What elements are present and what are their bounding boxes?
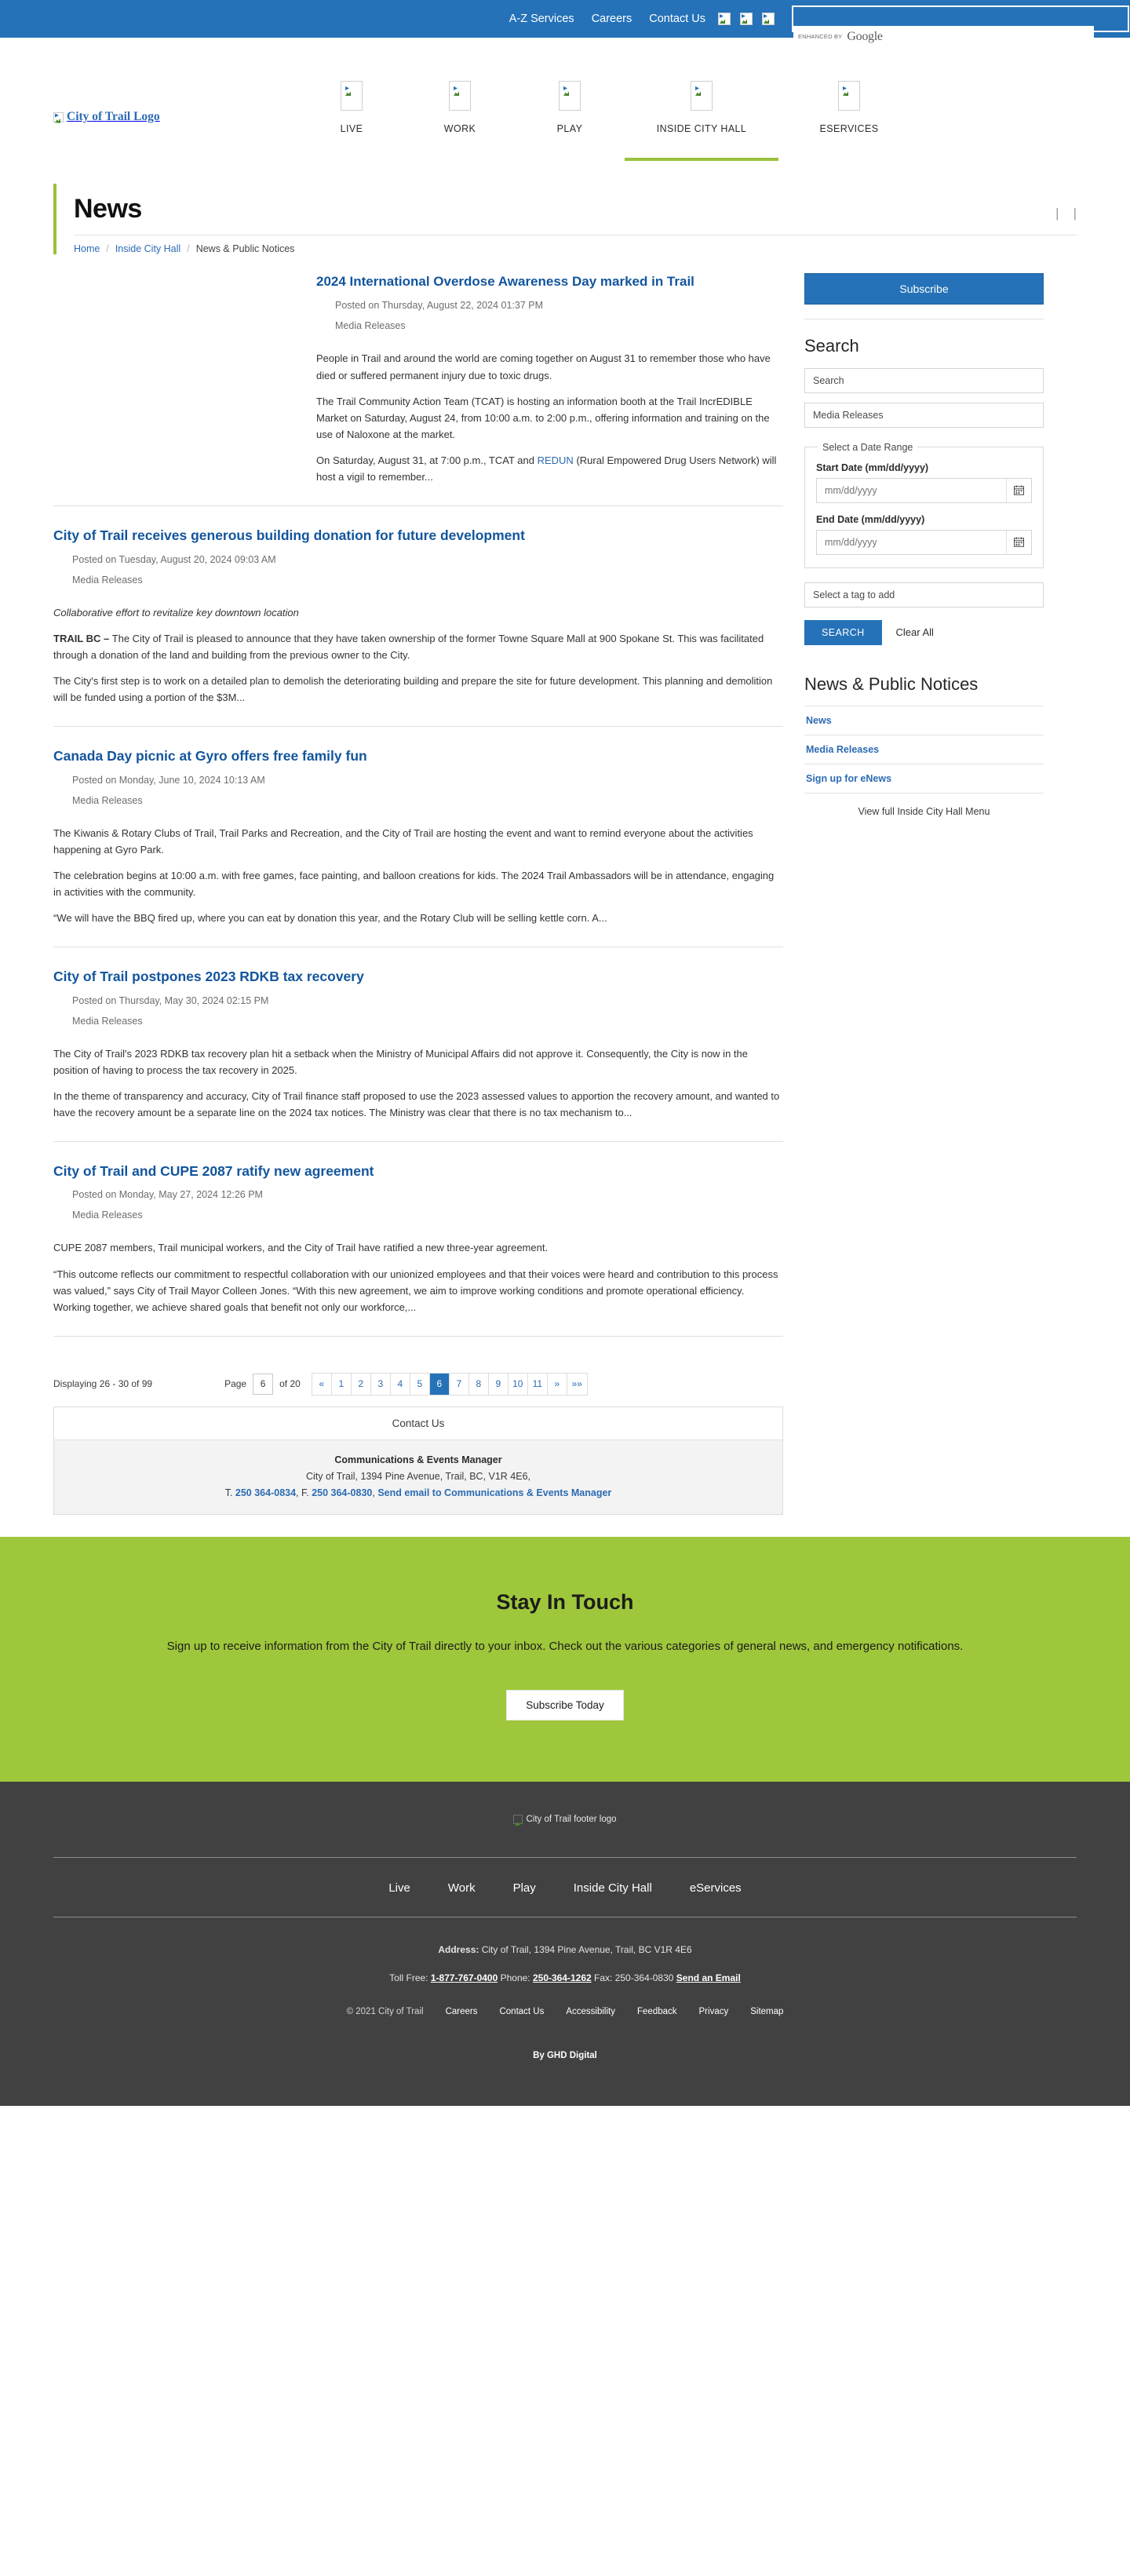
contact-fax-link[interactable]: 250 364-0830 [312,1487,373,1498]
clear-all-link[interactable]: Clear All [895,626,934,639]
broken-image-icon [563,86,573,96]
footer-copyright: © 2021 City of Trail [346,2007,424,2017]
page-4[interactable]: 4 [391,1374,410,1395]
footer-phones [53,1972,1077,1983]
sidebar-section-title: News & Public Notices [804,673,979,694]
broken-image-icon [694,86,705,96]
news-item-meta [53,995,783,1027]
sidebar-category-select[interactable] [804,403,1044,428]
contact-address: City of Trail, 1394 Pine Avenue, Trail, BC, V1R 4E6, [305,1470,531,1482]
start-date-input[interactable] [817,479,1006,502]
sidebar-section-links [804,706,1044,794]
page-title: News [74,194,142,224]
news-paragraph: The City's first step is to work on a detailed plan to demolish the deteriorating building and prepare the site for future development. This planning and demolition will be funded using a portion of the $3M... [53,674,773,703]
sidebar-search-input[interactable] [804,368,1044,393]
broken-image-icon [513,1815,523,1824]
footer-tollfree-link[interactable]: 1-877-767-0400 [430,1972,498,1984]
broken-image-icon [344,86,355,96]
nav-item-play[interactable] [515,81,625,147]
footer-link-accessibility[interactable]: Accessibility [566,2007,615,2017]
broken-image-icon [453,86,463,96]
pagination [53,1357,783,1407]
news-paragraph-tail: (Rural Empowered Drug Users Network) will host a vigil to remember... [316,454,777,483]
page-number-input[interactable] [253,1374,273,1395]
nav-eservices-label: ESERVICES [819,123,879,134]
footer-legal-links [53,2007,1077,2016]
share-divider-icon: | [1055,206,1059,221]
news-item-body [53,825,783,926]
contact-phone-prefix: T. [224,1487,235,1498]
date-range-fieldset [804,442,1044,568]
displaying-count: Displaying 26 - 30 of 99 [53,1378,153,1390]
news-item-title[interactable]: City of Trail postpones 2023 RDKB tax recovery [53,968,364,984]
footer-phone-label: Phone: [498,1972,533,1984]
sidebar-link-media-releases[interactable]: Media Releases [804,735,1044,764]
page-1[interactable]: 1 [332,1374,352,1395]
sidebar-link-news[interactable]: News [804,706,1044,735]
google-search-box[interactable] [792,5,1129,43]
nav-eservices-image [838,81,860,111]
tag-select-input[interactable] [804,582,1044,608]
news-dateline: TRAIL BC – [53,632,110,644]
page-tools [1055,206,1077,221]
breadcrumb [74,235,1077,254]
broken-image-icon [842,86,852,96]
nav-inside-city-hall-image [691,81,713,111]
end-date-field[interactable] [816,530,1032,555]
youtube-icon[interactable] [762,13,775,25]
nav-item-work[interactable] [405,81,515,147]
footer-nav-inside-city-hall[interactable]: Inside City Hall [573,1881,652,1896]
news-item-title[interactable]: 2024 International Overdose Awareness Day marked in Trail [316,274,694,290]
news-item-title[interactable]: City of Trail receives generous building donation for future development [53,527,525,543]
pagination-area [0,1357,1130,1515]
footer-nav-eservices[interactable]: eServices [689,1881,742,1896]
sidebar-search-button[interactable]: SEARCH [804,620,882,645]
contact-phone-line [62,1487,775,1498]
footer-address [53,1944,1077,1955]
news-list [53,254,783,1356]
news-paragraph: In the theme of transparency and accuracy, City of Trail finance staff proposed to use the 2023 assessed values to apportion the recovery amount, and wanted to have the recovery amount be a separate line on the 2024 tax notices. The Ministry was clear that there is no tax mechanism to... [53,1089,780,1118]
nav-active-underline [625,158,778,161]
google-branding [793,26,1094,47]
footer-phone-link[interactable]: 250-364-1262 [532,1972,592,1984]
view-full-menu-link[interactable]: View full Inside City Hall Menu [858,806,990,818]
news-item-posted-date: Posted on Thursday, August 22, 2024 01:37 PM [335,300,543,312]
footer-tollfree-label: Toll Free: [389,1972,431,1984]
news-item [53,747,783,947]
contact-fax-prefix: , F. [296,1487,312,1498]
news-paragraph: People in Trail and around the world are coming together on August 31 to remember those who have died or suffered permanent injury due to toxic drugs. [316,352,771,381]
page-10[interactable]: 10 [508,1374,528,1395]
footer-credit: By GHD Digital [533,2051,597,2061]
news-item-category: Media Releases [72,1015,143,1027]
site-header [0,38,1130,170]
news-item-posted-date: Posted on Monday, May 27, 2024 12:26 PM [72,1189,263,1201]
news-paragraph [316,452,783,485]
sidebar-search-heading: Search [804,336,859,356]
footer-address-label: Address: [438,1944,479,1956]
page-5[interactable]: 5 [410,1374,430,1395]
end-date-input[interactable] [817,531,1006,554]
footer-nav-play[interactable]: Play [512,1881,536,1896]
page-7[interactable]: 7 [450,1374,469,1395]
date-range-legend: Select a Date Range [822,441,913,453]
facebook-icon[interactable] [718,13,731,25]
utility-nav [509,13,705,25]
page-2[interactable]: 2 [352,1374,371,1395]
nav-live-label: LIVE [340,123,363,134]
news-item-title[interactable]: City of Trail and CUPE 2087 ratify new agreement [53,1162,374,1179]
twitter-icon[interactable] [740,13,753,25]
main-layout [0,254,1130,1356]
broken-image-icon [53,112,64,122]
breadcrumb-inside-city-hall[interactable]: Inside City Hall [115,243,181,255]
site-logo-alt-text: City of Trail Logo [67,110,160,123]
page-first[interactable]: « [312,1374,332,1395]
contact-email-separator: , [372,1487,378,1498]
footer-logo-alt-text: City of Trail footer logo [526,1815,617,1825]
nav-item-inside-city-hall[interactable] [625,81,778,147]
page-3[interactable]: 3 [371,1374,391,1395]
stay-in-touch-heading: Stay In Touch [496,1589,634,1614]
news-item [53,273,783,505]
site-footer [0,1782,1130,2106]
breadcrumb-current: News & Public Notices [195,243,295,255]
footer-nav [53,1858,1077,1917]
page-9[interactable]: 9 [489,1374,508,1395]
news-paragraph: The Kiwanis & Rotary Clubs of Trail, Trail Parks and Recreation, and the City of Trail are hosting the event and want to remind everyone about the activities happening at Gyro Park. [53,826,753,856]
nav-play-label: PLAY [556,123,583,134]
footer-email-link[interactable]: Send an Email [676,1972,741,1984]
social-icon-group [718,13,775,25]
nav-work-image [449,81,471,111]
page-8[interactable]: 8 [469,1374,489,1395]
news-paragraph-text: The City of Trail is pleased to announce that they have taken ownership of the former Towne Square Mall at 900 Spokane St. This was facilitated through a donation of the land and building from the previous owner to the City. [53,632,764,661]
news-paragraph-italic [53,604,783,621]
google-wordmark: Google [847,29,883,43]
breadcrumb-home[interactable]: Home [74,243,100,255]
news-paragraph: “We will have the BBQ fired up, where you can eat by donation this year, and the Rotary Club will be selling kettle corn. A... [53,911,607,924]
sidebar [804,254,1044,817]
news-item-body [316,350,783,484]
contact-email-link[interactable]: Send email to Communications & Events Manager [377,1487,612,1498]
news-item-posted-date: Posted on Tuesday, August 20, 2024 09:03 AM [72,553,276,565]
start-date-label: Start Date (mm/dd/yyyy) [816,462,929,473]
utility-link-contact-us[interactable]: Contact Us [649,13,705,25]
news-item-category: Media Releases [72,1210,143,1221]
footer-logo[interactable] [53,1815,1077,1824]
news-paragraph: The celebration begins at 10:00 a.m. with free games, face painting, and balloon creations for kids. The 2024 Trail Ambassadors will be in attendance, engaging in activities with the community. [53,869,775,898]
page-total-label: of 20 [279,1378,301,1390]
start-date-field[interactable] [816,478,1032,503]
news-item-category: Media Releases [335,320,406,332]
news-paragraph-lead: On Saturday, August 31, at 7:00 p.m., TCAT and [316,454,538,466]
news-item-posted-date: Posted on Thursday, May 30, 2024 02:15 PM [72,994,269,1006]
contact-us-body [54,1440,782,1514]
footer-contact [53,1917,1077,2060]
nav-inside-city-hall-label: INSIDE CITY HALL [656,123,747,134]
site-logo[interactable] [53,110,160,124]
news-item-category: Media Releases [72,574,143,586]
page-6-current[interactable]: 6 [430,1374,450,1395]
stay-in-touch-body: Sign up to receive information from the City of Trail directly to your inbox. Check out the various categories of general news, and emergency notifications. [166,1639,964,1653]
footer-nav-work[interactable]: Work [447,1881,476,1896]
news-item [53,968,783,1142]
news-subhead: Collaborative effort to revitalize key downtown location [53,606,299,618]
contact-us-panel [53,1407,783,1515]
footer-link-privacy[interactable]: Privacy [698,2007,729,2017]
nav-item-live[interactable] [298,81,405,147]
nav-play-image [559,81,581,111]
calendar-icon[interactable] [1006,479,1031,502]
utility-link-a-z-services[interactable]: A-Z Services [508,13,574,25]
footer-fax-label: Fax: 250-364-0830 [591,1972,676,1984]
news-item-body [53,604,783,706]
page-links [312,1373,588,1396]
page-11[interactable]: 11 [528,1374,548,1395]
page-header [0,170,1130,254]
nav-item-eservices[interactable] [778,81,920,147]
news-paragraph: CUPE 2087 members, Trail municipal workers, and the City of Trail have ratified a new three-year agreement. [53,1242,549,1254]
news-paragraph: The Trail Community Action Team (TCAT) is hosting an information booth at the Trail IncrEDIBLE Market on Saturday, August 24, from 10:00 a.m. to 2:00 p.m., offering information and training on the use of Naloxone at the market. [316,395,770,440]
footer-link-careers[interactable]: Careers [445,2007,478,2017]
contact-role: Communications & Events Manager [334,1454,502,1465]
sidebar-link-sign-up-enews[interactable]: Sign up for eNews [804,764,1044,794]
page-last[interactable]: »» [567,1374,587,1395]
page-label: Page [224,1378,247,1390]
utility-link-careers[interactable]: Careers [591,13,632,25]
footer-address-value: City of Trail, 1394 Pine Avenue, Trail, BC V1R 4E6 [479,1944,692,1956]
news-paragraph [53,630,783,663]
enhanced-by-label: ENHANCED BY [798,33,843,40]
sidebar-search-actions [804,620,1044,645]
footer-link-sitemap[interactable]: Sitemap [750,2007,784,2017]
pager [224,1373,588,1396]
breadcrumb-separator: / [187,243,190,255]
subscribe-button[interactable]: Subscribe [804,273,1044,305]
news-item-meta [316,300,783,331]
news-paragraph: “This outcome reflects our commitment to respectful collaboration with our unionized employees and that their voices were heard and contribution to this process was valued,” says City of Trail Mayor Colleen Jones. “With this new agreement, we aim to improve working conditions and promote operational efficiency. Working together, we achieve shared goals that benefit not only our workforce,... [53,1268,778,1313]
print-divider-icon: | [1073,206,1077,221]
calendar-icon[interactable] [1006,531,1031,554]
news-item-meta [53,775,783,806]
news-item [53,1162,783,1337]
news-item-category: Media Releases [72,794,143,806]
page-next[interactable]: » [548,1374,567,1395]
news-item-title[interactable]: Canada Day picnic at Gyro offers free family fun [53,747,367,764]
news-item-posted-date: Posted on Monday, June 10, 2024 10:13 AM [72,774,265,786]
subscribe-today-button[interactable]: Subscribe Today [506,1690,624,1720]
footer-link-contact-us[interactable]: Contact Us [499,2007,545,2017]
news-item-body [53,1045,783,1121]
contact-phone-link[interactable]: 250 364-0834 [235,1487,297,1498]
nav-work-label: WORK [443,123,476,134]
stay-in-touch-banner [0,1537,1130,1782]
main-nav [298,81,920,147]
news-item-body [53,1239,783,1315]
footer-nav-live[interactable]: Live [388,1881,410,1896]
news-item-meta [53,554,783,586]
news-item-meta [53,1189,783,1220]
top-utility-bar [0,0,1130,43]
redun-link[interactable]: REDUN [537,454,574,466]
news-item [53,527,783,727]
nav-live-image [341,81,363,111]
breadcrumb-separator: / [106,243,109,255]
contact-us-header[interactable]: Contact Us [54,1407,782,1440]
footer-link-feedback[interactable]: Feedback [637,2007,677,2017]
end-date-label: End Date (mm/dd/yyyy) [816,513,925,525]
news-paragraph: The City of Trail's 2023 RDKB tax recovery plan hit a setback when the Ministry of Municipal Affairs did not approve it. Consequently, the City is now in the position of having to process the tax recovery in 2025. [53,1047,748,1076]
